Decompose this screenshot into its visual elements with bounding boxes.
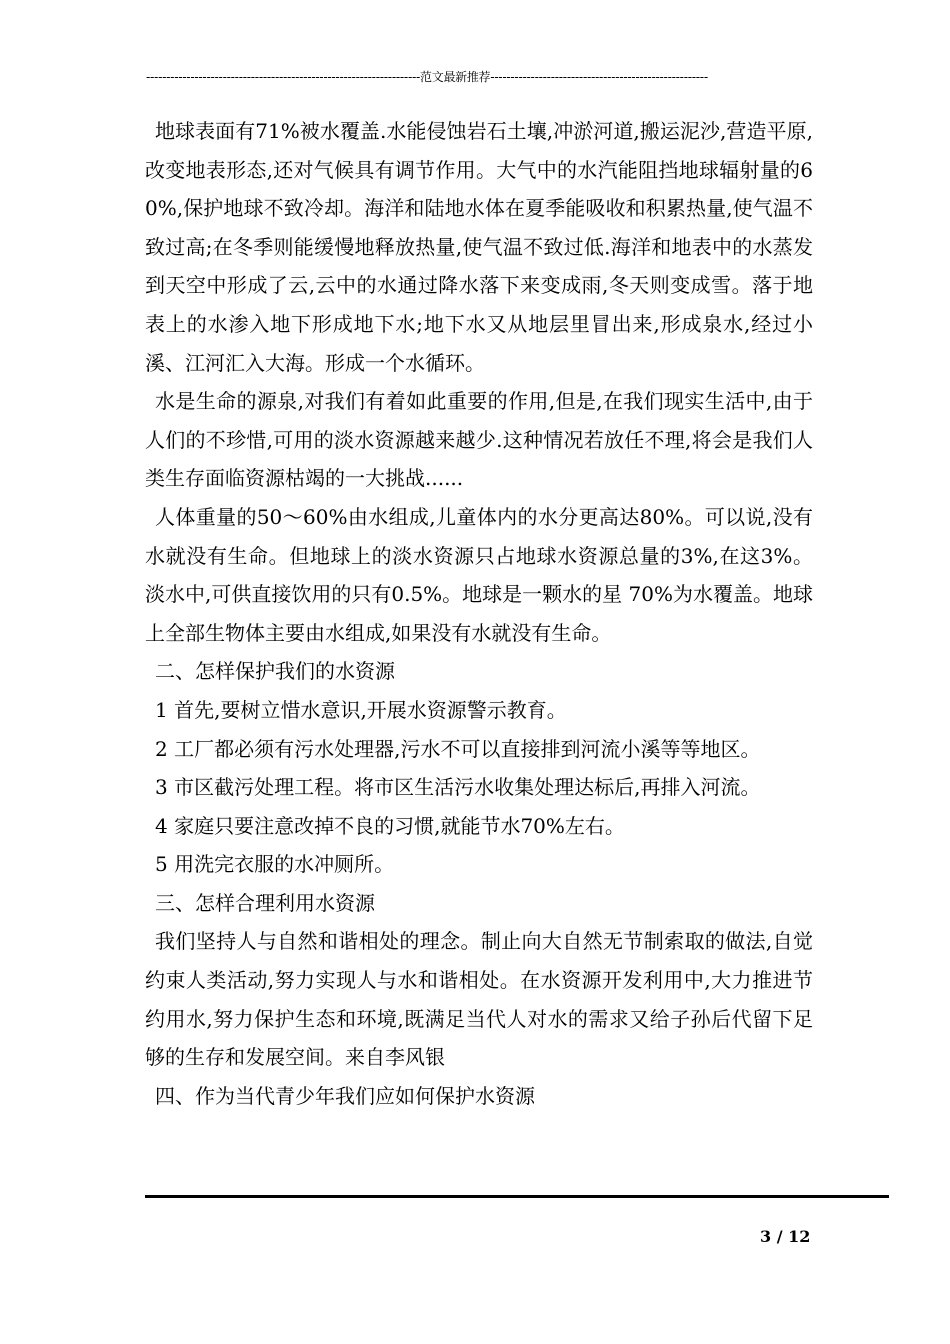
list-item-2: 2 工厂都必须有污水处理器,污水不可以直接排到河流小溪等等地区。 xyxy=(155,736,761,761)
paragraph-harmony: 我们坚持人与自然和谐相处的理念。制止向大自然无节制索取的做法,自觉约束人类活动,努力实现人与水和谐相处。在水资源开发利用中,大力推进节约用水,努力保护生态和环境,既满足当代人对水的需求又给子孙后代留下足够的生存和发展空间。来自李风银 xyxy=(145,929,813,1070)
document-body xyxy=(145,112,813,1115)
list-item-4: 4 家庭只要注意改掉不良的习惯,就能节水70%左右。 xyxy=(155,813,625,838)
section-heading-protect: 二、怎样保护我们的水资源 xyxy=(155,659,395,684)
paragraph-water-source-of-life: 水是生命的源泉,对我们有着如此重要的作用,但是,在我们现实生活中,由于人们的不珍惜,可用的淡水资源越来越少.这种情况若放任不理,将会是我们人类生存面临资源枯竭的一大挑战...... xyxy=(145,389,813,491)
section-heading-youth: 四、作为当代青少年我们应如何保护水资源 xyxy=(155,1083,535,1108)
page-header: --------------------------------------------------------------------范文最新推荐------------------------------------------------------ xyxy=(146,70,708,84)
page-number: 3 / 12 xyxy=(760,1227,811,1246)
paragraph-water-cycle: 地球表面有71%被水覆盖.水能侵蚀岩石土壤,冲淤河道,搬运泥沙,营造平原,改变地表形态,还对气候具有调节作用。大气中的水汽能阻挡地球辐射量的60%,保护地球不致冷却。海洋和陆地水体在夏季能吸收和积累热量,使气温不致过高;在冬季则能缓慢地释放热量,使气温不致过低.海洋和地表中的水蒸发到天空中形成了云,云中的水通过降水落下来变成雨,冬天则变成雪。落于地表上的水渗入地下形成地下水;地下水又从地层里冒出来,形成泉水,经过小溪、江河汇入大海。形成一个水循环。 xyxy=(145,119,813,375)
footer-divider xyxy=(145,1195,889,1198)
list-item-5: 5 用洗完衣服的水冲厕所。 xyxy=(155,852,395,877)
list-item-1: 1 首先,要树立惜水意识,开展水资源警示教育。 xyxy=(155,697,567,722)
section-heading-use: 三、怎样合理利用水资源 xyxy=(155,890,375,915)
list-item-3: 3 市区截污处理工程。将市区生活污水收集处理达标后,再排入河流。 xyxy=(155,775,761,800)
paragraph-body-water: 人体重量的50～60%由水组成,儿童体内的水分更高达80%。可以说,没有水就没有生命。但地球上的淡水资源只占地球水资源总量的3%,在这3%。淡水中,可供直接饮用的只有0.5%。地球是一颗水的星 70%为水覆盖。地球上全部生物体主要由水组成,如果没有水就没有生命。 xyxy=(145,504,813,645)
